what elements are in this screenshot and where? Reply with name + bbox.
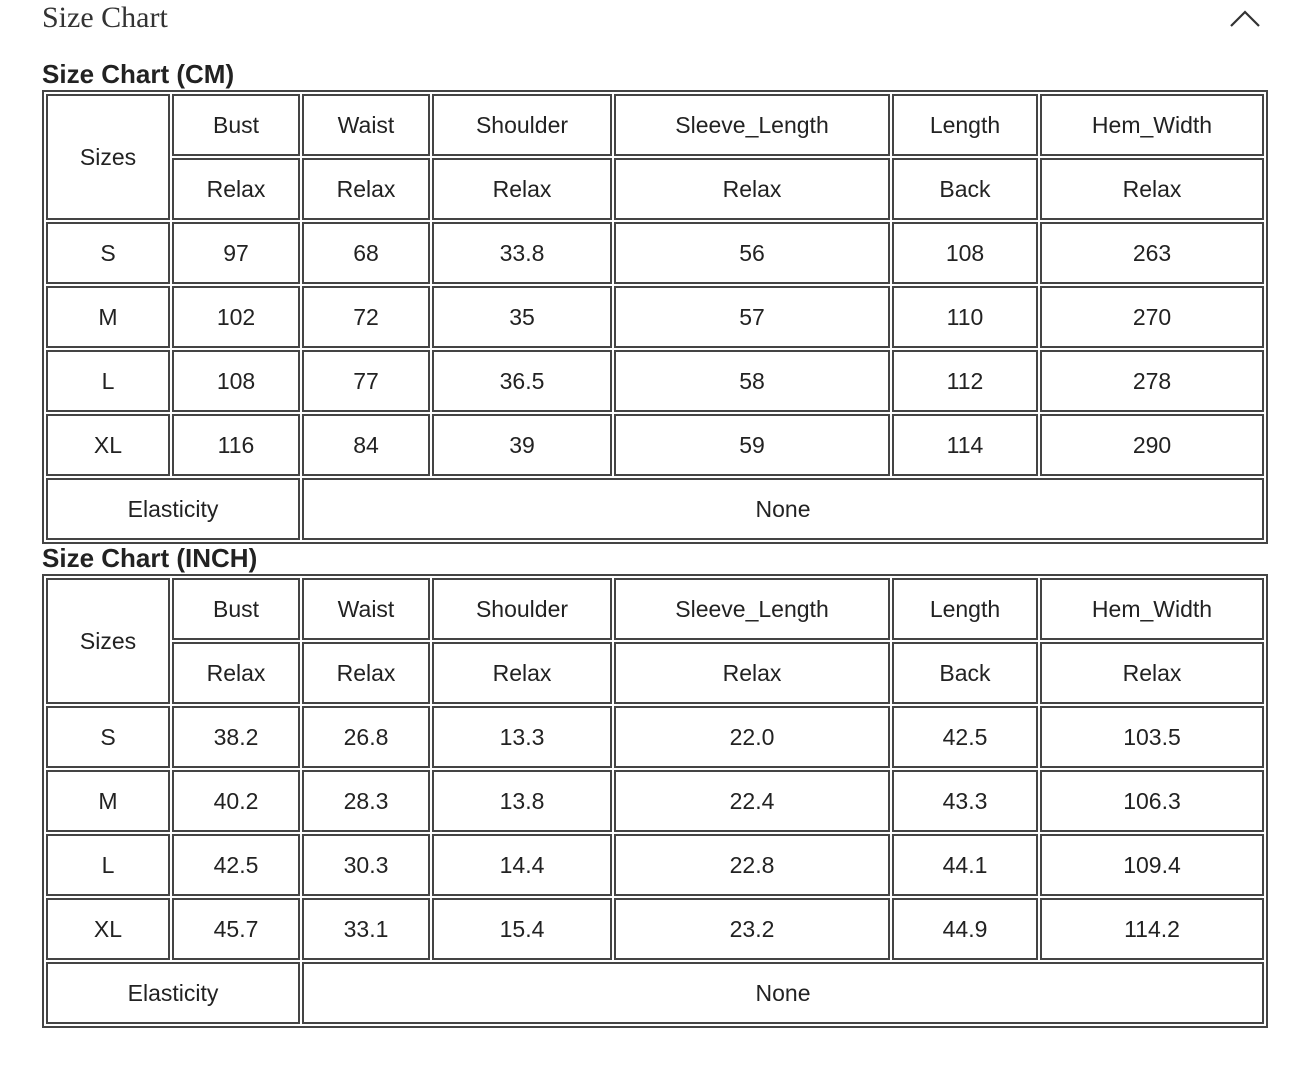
value-cell: 97 — [172, 222, 300, 284]
table-row — [46, 414, 1264, 476]
value-cell: 59 — [614, 414, 890, 476]
value-cell: 22.8 — [614, 834, 890, 896]
value-cell: 84 — [302, 414, 430, 476]
size-cell: XL — [46, 414, 170, 476]
value-cell: 103.5 — [1040, 706, 1264, 768]
column-header-hem-width: Hem_Width — [1040, 578, 1264, 640]
value-cell: 39 — [432, 414, 612, 476]
column-header-bust: Bust — [172, 578, 300, 640]
value-cell: 33.8 — [432, 222, 612, 284]
size-chart-inch-title: Size Chart (INCH) — [42, 543, 258, 573]
value-cell: 44.9 — [892, 898, 1038, 960]
value-cell: 42.5 — [172, 834, 300, 896]
value-cell: 57 — [614, 286, 890, 348]
value-cell: 13.8 — [432, 770, 612, 832]
value-cell: 72 — [302, 286, 430, 348]
size-cell: XL — [46, 898, 170, 960]
value-cell: 106.3 — [1040, 770, 1264, 832]
value-cell: 13.3 — [432, 706, 612, 768]
column-header-length: Length — [892, 94, 1038, 156]
column-header-sleeve-length: Sleeve_Length — [614, 578, 890, 640]
value-cell: 42.5 — [892, 706, 1038, 768]
column-header-sleeve-length: Sleeve_Length — [614, 94, 890, 156]
value-cell: 15.4 — [432, 898, 612, 960]
column-header-hem-width: Hem_Width — [1040, 94, 1264, 156]
column-header-shoulder: Shoulder — [432, 94, 612, 156]
value-cell: 263 — [1040, 222, 1264, 284]
table-subheader-row — [46, 642, 1264, 704]
elasticity-row — [46, 962, 1264, 1024]
sizes-header-cell: Sizes — [46, 94, 170, 220]
table-header-row — [46, 94, 1264, 156]
size-chart-accordion-header[interactable] — [42, 0, 1264, 40]
value-cell: 108 — [892, 222, 1038, 284]
value-cell: 14.4 — [432, 834, 612, 896]
value-cell: 114 — [892, 414, 1038, 476]
size-chart-cm-table — [42, 90, 1268, 544]
column-subheader-bust: Relax — [172, 158, 300, 220]
elasticity-label-cell: Elasticity — [46, 962, 300, 1024]
column-subheader-length: Back — [892, 158, 1038, 220]
value-cell: 30.3 — [302, 834, 430, 896]
value-cell: 278 — [1040, 350, 1264, 412]
size-cell: L — [46, 834, 170, 896]
elasticity-label-cell: Elasticity — [46, 478, 300, 540]
value-cell: 33.1 — [302, 898, 430, 960]
size-cell: L — [46, 350, 170, 412]
column-header-bust: Bust — [172, 94, 300, 156]
value-cell: 36.5 — [432, 350, 612, 412]
elasticity-row — [46, 478, 1264, 540]
value-cell: 108 — [172, 350, 300, 412]
value-cell: 114.2 — [1040, 898, 1264, 960]
accordion-title: Size Chart — [42, 1, 168, 34]
table-row — [46, 706, 1264, 768]
size-cell: M — [46, 770, 170, 832]
column-subheader-sleeve-length: Relax — [614, 158, 890, 220]
table-row — [46, 834, 1264, 896]
value-cell: 22.0 — [614, 706, 890, 768]
value-cell: 44.1 — [892, 834, 1038, 896]
chevron-up-icon[interactable] — [1228, 6, 1262, 30]
value-cell: 110 — [892, 286, 1038, 348]
column-subheader-sleeve-length: Relax — [614, 642, 890, 704]
value-cell: 109.4 — [1040, 834, 1264, 896]
size-chart-inch-table — [42, 574, 1268, 1028]
column-subheader-length: Back — [892, 642, 1038, 704]
value-cell: 56 — [614, 222, 890, 284]
size-cell: S — [46, 706, 170, 768]
value-cell: 58 — [614, 350, 890, 412]
value-cell: 290 — [1040, 414, 1264, 476]
table-row — [46, 222, 1264, 284]
column-subheader-waist: Relax — [302, 158, 430, 220]
column-header-waist: Waist — [302, 94, 430, 156]
table-row — [46, 898, 1264, 960]
column-subheader-hem-width: Relax — [1040, 642, 1264, 704]
size-chart-cm-title: Size Chart (CM) — [42, 59, 235, 89]
value-cell: 35 — [432, 286, 612, 348]
table-row — [46, 770, 1264, 832]
column-header-shoulder: Shoulder — [432, 578, 612, 640]
column-subheader-bust: Relax — [172, 642, 300, 704]
value-cell: 40.2 — [172, 770, 300, 832]
elasticity-value-cell: None — [302, 478, 1264, 540]
table-header-row — [46, 578, 1264, 640]
elasticity-value-cell: None — [302, 962, 1264, 1024]
size-cell: M — [46, 286, 170, 348]
column-subheader-shoulder: Relax — [432, 158, 612, 220]
value-cell: 77 — [302, 350, 430, 412]
value-cell: 43.3 — [892, 770, 1038, 832]
value-cell: 102 — [172, 286, 300, 348]
size-cell: S — [46, 222, 170, 284]
value-cell: 23.2 — [614, 898, 890, 960]
column-subheader-hem-width: Relax — [1040, 158, 1264, 220]
column-header-length: Length — [892, 578, 1038, 640]
column-subheader-waist: Relax — [302, 642, 430, 704]
value-cell: 28.3 — [302, 770, 430, 832]
column-subheader-shoulder: Relax — [432, 642, 612, 704]
column-header-waist: Waist — [302, 578, 430, 640]
value-cell: 45.7 — [172, 898, 300, 960]
value-cell: 68 — [302, 222, 430, 284]
table-row — [46, 286, 1264, 348]
value-cell: 270 — [1040, 286, 1264, 348]
value-cell: 112 — [892, 350, 1038, 412]
value-cell: 22.4 — [614, 770, 890, 832]
value-cell: 116 — [172, 414, 300, 476]
value-cell: 26.8 — [302, 706, 430, 768]
table-row — [46, 350, 1264, 412]
sizes-header-cell: Sizes — [46, 578, 170, 704]
table-subheader-row — [46, 158, 1264, 220]
value-cell: 38.2 — [172, 706, 300, 768]
